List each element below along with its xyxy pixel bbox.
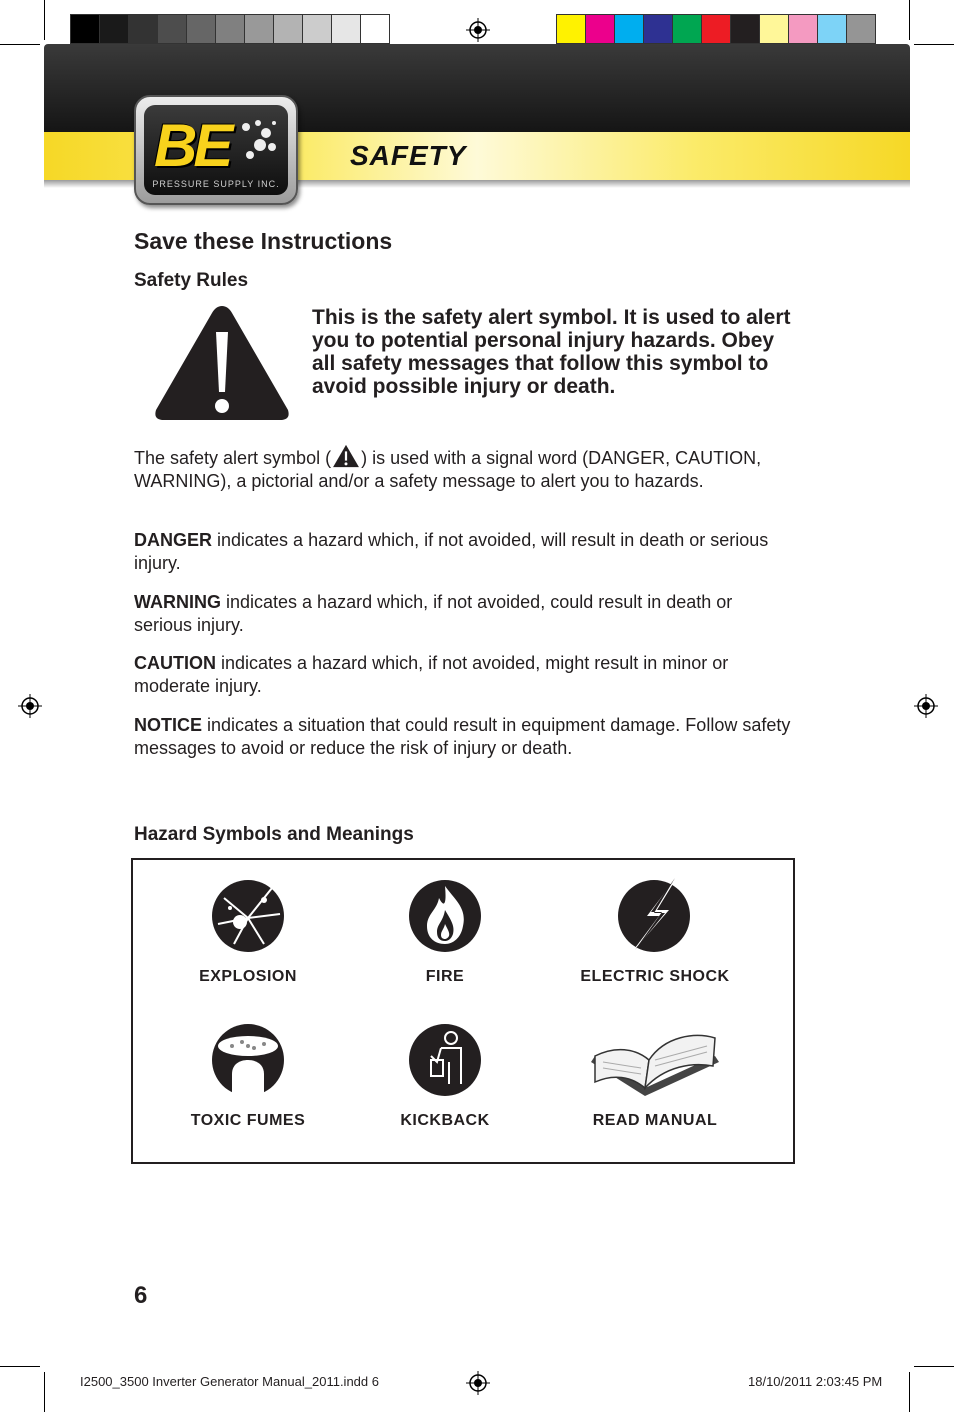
color-swatch: [302, 14, 332, 44]
grayscale-color-bar: [70, 14, 389, 44]
read-manual-icon: [585, 1026, 725, 1106]
color-swatch: [643, 14, 673, 44]
notice-paragraph: [134, 714, 794, 760]
signal-word-warning: WARNING: [134, 592, 221, 612]
color-swatch: [99, 14, 129, 44]
hazard-label-explosion: EXPLOSION: [199, 968, 297, 985]
file-slug: I2500_3500 Inverter Generator Manual_2011.indd 6: [80, 1374, 379, 1389]
hazard-label-toxic-fumes: TOXIC FUMES: [190, 1112, 306, 1129]
crop-mark: [909, 0, 910, 40]
hazard-symbols-heading: Hazard Symbols and Meanings: [134, 824, 414, 845]
registration-mark-icon: [18, 694, 42, 718]
registration-mark-icon: [914, 694, 938, 718]
color-swatch: [730, 14, 760, 44]
safety-rules-heading: Safety Rules: [134, 270, 249, 291]
color-swatch: [186, 14, 216, 44]
hazard-symbols-panel: [131, 858, 795, 1164]
page-title: Save these Instructions: [134, 228, 393, 254]
caution-paragraph: [134, 652, 794, 698]
brand-logo: [134, 95, 298, 205]
color-swatch: [360, 14, 390, 44]
color-swatch: [70, 14, 100, 44]
color-swatch: [273, 14, 303, 44]
notice-text: indicates a situation that could result in equipment damage. Follow safety messages to avoid or reduce the risk of injury or death.: [134, 715, 791, 758]
logo-text: BE: [154, 112, 230, 179]
date-slug: 18/10/2011 2:03:45 PM: [748, 1374, 883, 1389]
logo-subtext: PRESSURE SUPPLY INC.: [152, 179, 280, 189]
section-title: SAFETY: [350, 140, 467, 171]
danger-text: indicates a hazard which, if not avoided, will result in death or serious injury.: [134, 530, 769, 573]
hazard-label-kickback: KICKBACK: [400, 1112, 490, 1129]
process-color-bar: [556, 14, 875, 44]
color-swatch: [157, 14, 187, 44]
crop-mark: [914, 1366, 954, 1367]
toxic-fumes-icon: [210, 1022, 286, 1098]
color-swatch: [556, 14, 586, 44]
color-swatch: [817, 14, 847, 44]
electric-shock-icon: [613, 872, 695, 958]
intro-paragraph: [134, 444, 794, 493]
danger-paragraph: [134, 529, 794, 575]
color-swatch: [759, 14, 789, 44]
caution-text: indicates a hazard which, if not avoided, might result in minor or moderate injury.: [134, 653, 729, 696]
page-number: 6: [134, 1282, 148, 1309]
hazard-label-electric-shock: ELECTRIC SHOCK: [580, 968, 730, 985]
intro-text-after: ) is used with a signal word (DANGER, CAUTION, WARNING), a pictorial and/or a safety message to alert you to hazards.: [134, 448, 762, 491]
crop-mark: [914, 44, 954, 45]
color-swatch: [585, 14, 615, 44]
color-swatch: [331, 14, 361, 44]
signal-word-notice: NOTICE: [134, 715, 203, 735]
crop-mark: [44, 0, 45, 40]
safety-alert-icon: [152, 302, 292, 424]
crop-mark: [0, 44, 40, 45]
crop-mark: [44, 1372, 45, 1412]
color-swatch: [672, 14, 702, 44]
color-swatch: [614, 14, 644, 44]
color-swatch: [788, 14, 818, 44]
registration-mark-icon: [466, 1371, 490, 1395]
kickback-icon: [407, 1022, 483, 1098]
explosion-icon: [210, 878, 286, 954]
color-swatch: [701, 14, 731, 44]
signal-word-caution: CAUTION: [134, 653, 216, 673]
signal-word-danger: DANGER: [134, 530, 213, 550]
inline-safety-alert-icon: [331, 444, 361, 468]
color-swatch: [244, 14, 274, 44]
registration-mark-icon: [466, 18, 490, 42]
warning-text: indicates a hazard which, if not avoided, could result in death or serious injury.: [134, 592, 733, 635]
color-swatch: [215, 14, 245, 44]
splash-icon: [236, 117, 280, 167]
fire-icon: [407, 878, 483, 954]
color-swatch: [128, 14, 158, 44]
crop-mark: [909, 1372, 910, 1412]
intro-text-before: The safety alert symbol (: [134, 448, 332, 468]
crop-mark: [0, 1366, 40, 1367]
hazard-label-read-manual: READ MANUAL: [592, 1112, 718, 1129]
color-swatch: [846, 14, 876, 44]
safety-alert-description: This is the safety alert symbol. It is used to alert you to potential personal injury hazards. Obey all safety messages that follow this symbol to avoid possible injury or death.: [312, 306, 791, 398]
warning-paragraph: [134, 591, 794, 637]
hazard-label-fire: FIRE: [425, 968, 465, 985]
